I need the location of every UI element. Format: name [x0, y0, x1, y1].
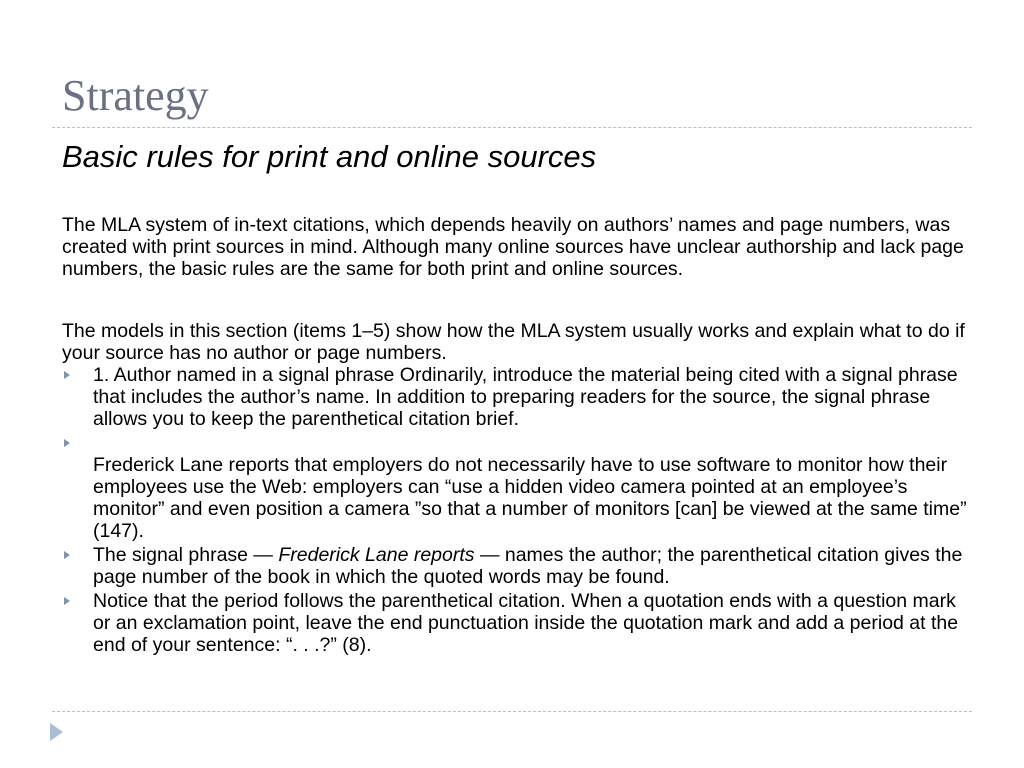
- nav-arrow-icon[interactable]: [46, 721, 66, 743]
- bullet-text-suffix: — names the author; the parenthetical citation gives the page number of the book in which the quoted words may be found.: [93, 544, 963, 588]
- triangle-right-icon: [62, 593, 72, 609]
- bullet-text-prefix: The signal phrase —: [93, 544, 279, 566]
- intro-paragraph: The MLA system of in-text citations, which depends heavily on authors’ names and page numbers, was created with print sources in mind. Although many online sources have unclear authorship and lack page numbers, the basic rules are the same for both print and online sources.: [62, 214, 964, 280]
- bullet-text: Notice that the period follows the parenthetical citation. When a quotation ends with a question mark or an exclamation point, leave the end punctuation inside the quotation mark and add a period at the end of your sentence: “. . .?” (8).: [93, 590, 959, 656]
- triangle-right-icon: [62, 547, 72, 563]
- bullet-item-author-signal-phrase: [62, 364, 972, 430]
- bullet-item-empty: [62, 432, 972, 454]
- bullet-text: 1. Author named in a signal phrase Ordinarily, introduce the material being cited with a signal phrase that includes the author’s name. In addition to preparing readers for the source, the signal phrase allows you to keep the parenthetical citation brief.: [93, 364, 958, 430]
- title-divider: [52, 127, 972, 128]
- models-paragraph: The models in this section (items 1–5) show how the MLA system usually works and explain what to do if your source has no author or page numbers.: [62, 320, 965, 364]
- slide-body: [62, 214, 972, 658]
- triangle-right-icon: [62, 367, 72, 383]
- bullet-item-period-note: [62, 590, 972, 656]
- quoted-example: [62, 454, 972, 542]
- slide-subtitle: Basic rules for print and online sources: [62, 139, 597, 174]
- bullet-list: [62, 364, 972, 656]
- slide-title: Strategy: [62, 71, 209, 120]
- bullet-item-signal-phrase-explained: [62, 544, 972, 588]
- bullet-text-italic: Frederick Lane reports: [278, 544, 475, 566]
- quote-text: Frederick Lane reports that employers do not necessarily have to use software to monitor how their employees use the Web: employers can “use a hidden video camera pointed at an employee’s monitor” and even position a camera ”so that a number of monitors [can] be viewed at the same time” (147).: [93, 454, 967, 542]
- triangle-right-icon: [62, 435, 72, 451]
- footer-divider: [52, 711, 972, 712]
